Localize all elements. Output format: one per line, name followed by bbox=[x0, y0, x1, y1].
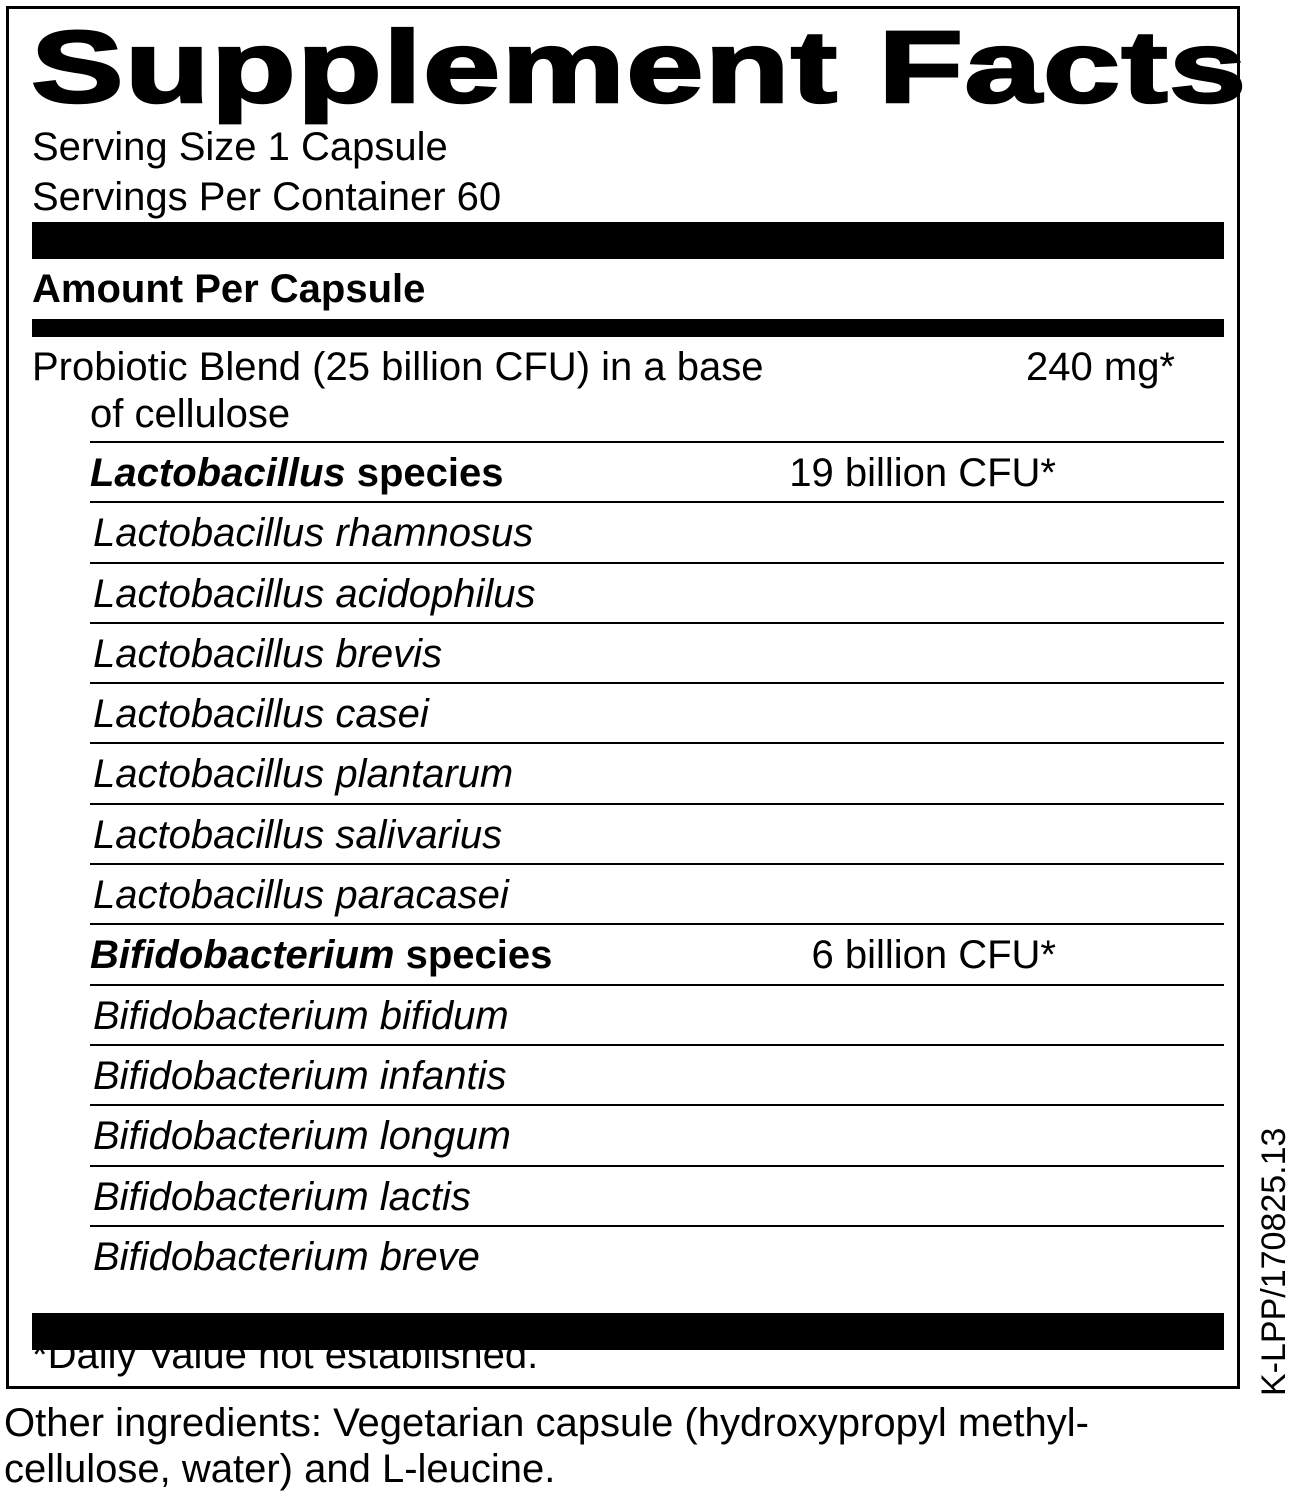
strain-row bbox=[90, 863, 1224, 923]
strain-name: Bifidobacterium breve bbox=[93, 1234, 480, 1279]
strain-name: Bifidobacterium longum bbox=[93, 1114, 511, 1159]
strain-name: Bifidobacterium bifidum bbox=[93, 993, 509, 1038]
thick-divider-top bbox=[32, 222, 1224, 259]
strain-name: Lactobacillus salivarius bbox=[93, 812, 503, 857]
strain-name: Lactobacillus acidophilus bbox=[93, 571, 536, 616]
strain-name: Bifidobacterium infantis bbox=[93, 1053, 507, 1098]
strain-name: Lactobacillus plantarum bbox=[93, 752, 514, 797]
blend-name-continued: of cellulose bbox=[90, 392, 291, 436]
supplement-facts-panel bbox=[6, 6, 1248, 1389]
panel-title: Supplement Facts bbox=[31, 10, 1248, 124]
amount-per-capsule-header: Amount Per Capsule bbox=[32, 267, 426, 311]
species-group-row bbox=[90, 923, 1224, 983]
strain-row bbox=[90, 984, 1224, 1044]
species-word: species bbox=[405, 933, 553, 978]
strain-row bbox=[90, 1165, 1224, 1225]
daily-value-footnote: *Daily Value not established. bbox=[32, 1333, 539, 1377]
strain-name: Lactobacillus casei bbox=[93, 692, 429, 737]
strain-name: Lactobacillus paracasei bbox=[93, 873, 509, 918]
strain-name: Lactobacillus rhamnosus bbox=[93, 511, 534, 556]
strain-row bbox=[90, 803, 1224, 863]
medium-divider bbox=[32, 319, 1224, 337]
species-group-row bbox=[90, 441, 1224, 501]
genus-name: Lactobacillus bbox=[90, 451, 346, 495]
blend-name: Probiotic Blend (25 billion CFU) in a base bbox=[32, 345, 764, 389]
species-group-amount: 6 billion CFU* bbox=[811, 933, 1056, 978]
species-word: species bbox=[356, 451, 504, 495]
strain-name: Lactobacillus brevis bbox=[93, 631, 443, 676]
other-ingredients: Other ingredients: Vegetarian capsule (hydroxypropyl methyl-cellulose, water) and L-leucine. bbox=[4, 1401, 1089, 1491]
species-group-amount: 19 billion CFU* bbox=[789, 451, 1056, 495]
serving-size: Serving Size 1 Capsule bbox=[32, 125, 448, 169]
strain-row bbox=[90, 682, 1224, 742]
strain-row bbox=[90, 501, 1224, 561]
servings-per-container: Servings Per Container 60 bbox=[32, 175, 502, 219]
strain-row bbox=[90, 1104, 1224, 1164]
strain-row bbox=[90, 1225, 1224, 1285]
strain-row bbox=[90, 622, 1224, 682]
strain-row bbox=[90, 1044, 1224, 1104]
species-group-name bbox=[90, 449, 504, 497]
strain-row bbox=[90, 742, 1224, 802]
label-code: K-LPP/170825.13 bbox=[1255, 1127, 1293, 1396]
ingredient-table bbox=[90, 441, 1224, 1285]
species-group-name bbox=[90, 931, 552, 979]
genus-name: Bifidobacterium bbox=[90, 933, 395, 978]
blend-amount: 240 mg* bbox=[1026, 345, 1175, 389]
strain-name: Bifidobacterium lactis bbox=[93, 1174, 471, 1219]
strain-row bbox=[90, 562, 1224, 622]
